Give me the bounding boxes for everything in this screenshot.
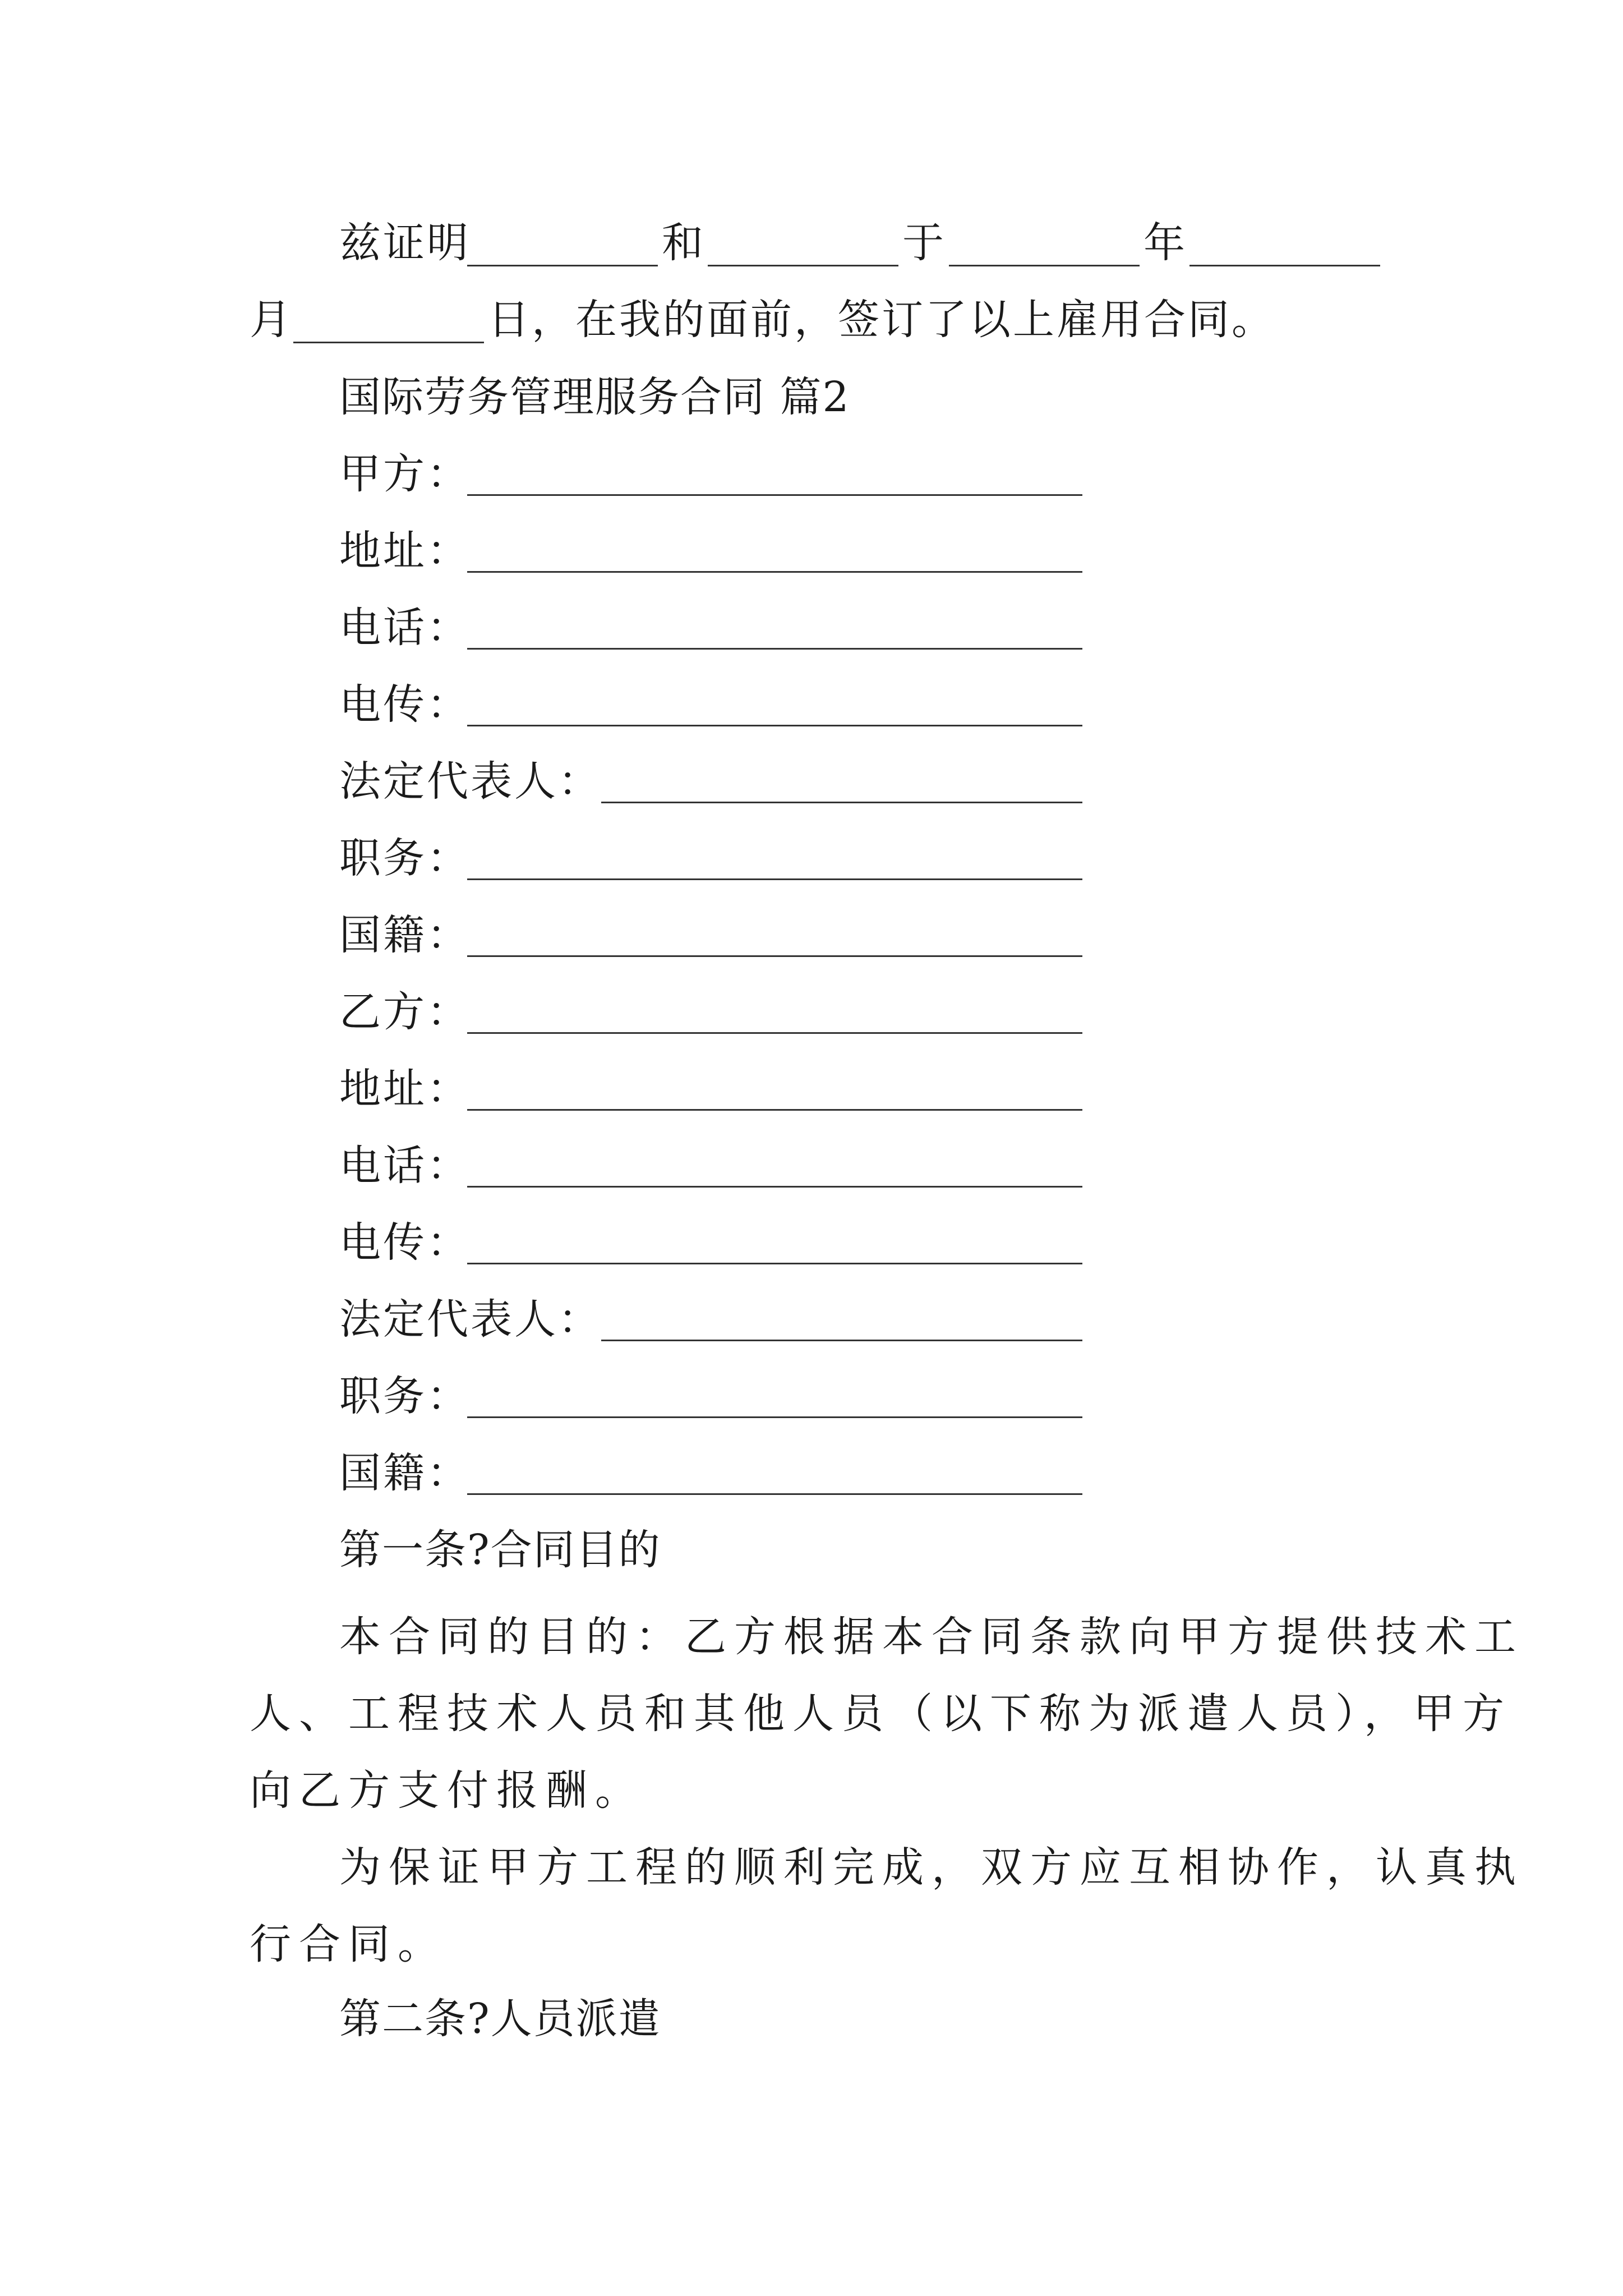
article-1-para-1-line-3	[250, 1752, 644, 1829]
party-a-fax-text: 电传：	[339, 680, 471, 729]
party-b-legal-rep-field[interactable]	[601, 1340, 1082, 1341]
party-a-position-label	[339, 831, 471, 885]
contract-title: 国际劳务管理服务合同 篇2	[339, 373, 850, 421]
party-a-legal-rep-text: 法定代表人：	[339, 757, 602, 806]
party-a-nationality-label	[339, 908, 471, 962]
party-a-legal-rep-label	[339, 754, 602, 808]
party-b-field[interactable]	[467, 1032, 1082, 1034]
party-b-nationality-field[interactable]	[467, 1493, 1082, 1495]
witness-text-3: 于	[902, 219, 946, 267]
witness-blank-1[interactable]	[467, 265, 658, 266]
party-b-legal-rep-label	[339, 1292, 602, 1346]
witness-text-6-wrap	[488, 293, 1275, 347]
article-2-title	[339, 1992, 661, 2046]
party-a-phone-text: 电话：	[339, 604, 471, 652]
witness-text-5: 月	[250, 296, 293, 344]
party-a-fax-label	[339, 678, 471, 731]
witness-blank-5[interactable]	[293, 342, 484, 343]
witness-text-4-wrap	[1144, 216, 1187, 270]
party-b-position-label	[339, 1369, 471, 1423]
witness-line-1	[339, 216, 471, 270]
article-1-title-text: 第一条?合同目的	[339, 1526, 661, 1574]
article-1-title	[339, 1523, 661, 1577]
contract-heading	[339, 370, 850, 424]
party-b-fax-field[interactable]	[467, 1263, 1082, 1264]
party-b-position-text: 职务：	[339, 1372, 471, 1420]
party-b-nationality-text: 国籍：	[339, 1449, 471, 1497]
witness-blank-3[interactable]	[949, 265, 1140, 266]
party-b-address-field[interactable]	[467, 1109, 1082, 1111]
article-1-para-1-line-2	[250, 1676, 1512, 1752]
witness-text-2: 和	[662, 219, 706, 267]
article-1-para-2-line-2	[250, 1906, 447, 1983]
party-b-text: 乙方：	[339, 988, 471, 1036]
witness-text-4: 年	[1144, 219, 1187, 267]
party-a-phone-field[interactable]	[467, 648, 1082, 650]
party-a-text: 甲方：	[339, 450, 471, 498]
party-b-legal-rep-text: 法定代表人：	[339, 1295, 602, 1343]
party-b-phone-text: 电话：	[339, 1142, 471, 1190]
party-b-position-field[interactable]	[467, 1416, 1082, 1418]
witness-blank-2[interactable]	[708, 265, 898, 266]
party-a-field[interactable]	[467, 494, 1082, 496]
party-a-phone-label	[339, 601, 471, 655]
party-a-position-text: 职务：	[339, 834, 471, 882]
article-1-text-2: 人、工程技术人员和其他人员（以下称为派遣人员），甲方	[250, 1690, 1512, 1738]
party-b-nationality-label	[339, 1446, 471, 1500]
party-b-label	[339, 985, 471, 1039]
witness-text-2-wrap	[662, 216, 706, 270]
article-1-text-4: 为保证甲方工程的顺利完成，双方应互相协作，认真执	[339, 1843, 1524, 1892]
article-1-para-2-line-1	[339, 1829, 1524, 1906]
party-a-address-text: 地址：	[339, 527, 471, 575]
party-a-position-field[interactable]	[467, 878, 1082, 880]
article-1-text-1: 本合同的目的：乙方根据本合同条款向甲方提供技术工	[339, 1613, 1524, 1661]
witness-text-1: 兹证明	[339, 219, 471, 267]
party-a-address-label	[339, 524, 471, 578]
party-a-label	[339, 447, 471, 501]
article-1-para-1-line-1	[339, 1599, 1524, 1676]
party-a-nationality-text: 国籍：	[339, 911, 471, 959]
party-a-nationality-field[interactable]	[467, 955, 1082, 957]
party-b-address-text: 地址：	[339, 1065, 471, 1113]
party-b-phone-field[interactable]	[467, 1186, 1082, 1188]
witness-line-2	[250, 293, 293, 347]
party-a-fax-field[interactable]	[467, 725, 1082, 726]
article-1-text-5: 行合同。	[250, 1920, 447, 1968]
witness-blank-4[interactable]	[1189, 265, 1380, 266]
party-a-address-field[interactable]	[467, 571, 1082, 573]
article-2-title-text: 第二条?人员派遣	[339, 1995, 661, 2043]
party-a-legal-rep-field[interactable]	[601, 802, 1082, 803]
party-b-address-label	[339, 1062, 471, 1116]
witness-text-6: 日，在我的面前，签订了以上雇用合同。	[488, 296, 1275, 344]
witness-text-3-wrap	[902, 216, 946, 270]
party-b-phone-label	[339, 1139, 471, 1193]
article-1-text-3: 向乙方支付报酬。	[250, 1766, 644, 1815]
party-b-fax-text: 电传：	[339, 1218, 471, 1267]
party-b-fax-label	[339, 1216, 471, 1269]
